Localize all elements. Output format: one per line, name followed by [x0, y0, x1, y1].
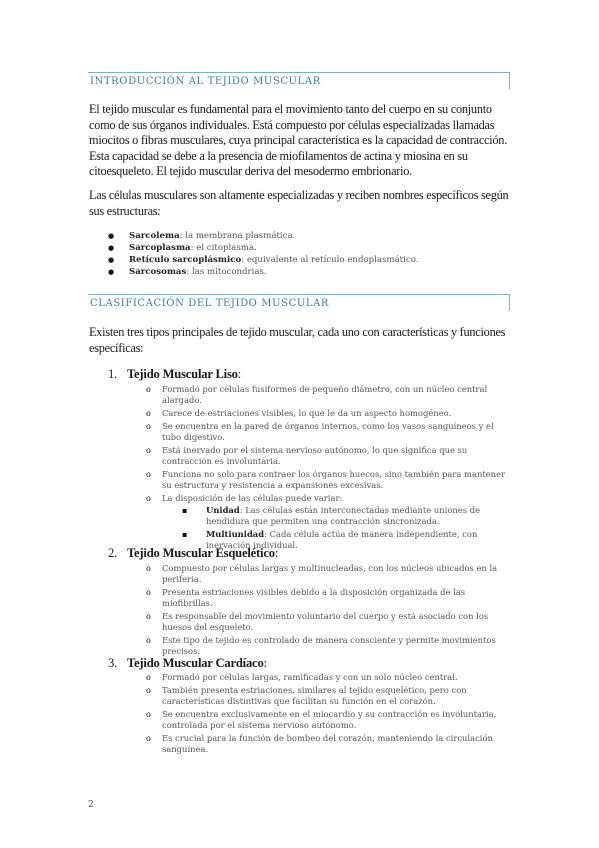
list-item: o Se encuentra en la pared de órganos internos, como los vasos sanguíneos y el tubo digestivo.: [146, 421, 506, 443]
list-item: ● Sarcosomas: las mitocondrias.: [108, 266, 528, 278]
list-item: o También presenta estriaciones, similares al tejido esquelético, pero con características distintivas que facilitan su función en el corazón.: [146, 685, 506, 707]
list-item: o La disposición de las células puede variar: ▪ Unidad: Las células están interconectadas mediante uniones de hendidura que permiten una contracción sincronizada. ▪ Multiunidad: Cada célula actúa de manera independiente, con inervación individual.: [146, 493, 506, 551]
list-item: ▪ Unidad: Las células están interconectadas mediante uniones de hendidura que permiten una contracción sincronizada.: [162, 505, 506, 527]
list-item: ▪ Multiunidad: Cada célula actúa de manera independiente, con inervación individual.: [162, 529, 506, 551]
cells-paragraph: Las células musculares son altamente especializadas y reciben nombres específicos según sus estructuras:: [89, 188, 509, 218]
classification-paragraph: Existen tres tipos principales de tejido muscular, cada uno con características y funciones específicas:: [89, 325, 506, 355]
liso-characteristics: [146, 384, 506, 553]
list-item: o Presenta estriaciones visibles debido a la disposición organizada de las miofibrillas.: [146, 587, 506, 609]
esqueletico-characteristics: [146, 563, 506, 659]
list-item: o Es responsable del movimiento voluntario del cuerpo y está asociado con los huesos del esqueleto.: [146, 611, 506, 633]
list-item: o Carece de estriaciones visibles, lo que le da un aspecto homogéneo.: [146, 408, 506, 419]
list-item: ● Sarcoplasma: el citoplasma.: [108, 242, 528, 254]
list-item: o Es crucial para la función de bombeo del corazón, manteniendo la circulación sanguínea.: [146, 733, 506, 755]
cell-terms-list: [108, 230, 528, 278]
type-heading-cardiaco: 3. Tejido Muscular Cardíaco:: [108, 656, 267, 670]
list-item: ● Sarcolema: la membrana plasmática.: [108, 230, 528, 242]
list-item: ● Retículo sarcoplásmico: equivalente al retículo endoplasmático.: [108, 254, 528, 266]
type-heading-liso: 1. Tejido Muscular Liso:: [108, 367, 242, 381]
section-heading-clasificacion: CLASIFICACIÓN DEL TEJIDO MUSCULAR: [88, 294, 510, 311]
list-item: o Este tipo de tejido es controlado de manera consciente y permite movimientos precisos.: [146, 635, 506, 657]
list-item: o Se encuentra exclusivamente en el miocardio y su contracción es involuntaria, controlada por el sistema nervioso autónomo.: [146, 709, 506, 731]
page-number: 2: [88, 800, 94, 810]
list-item: o Formado por células largas, ramificadas y con un solo núcleo central.: [146, 672, 506, 683]
list-item: o Formado por células fusiformes de pequeño diámetro, con un núcleo central alargado.: [146, 384, 506, 406]
type-heading-esqueletico: 2. Tejido Muscular Esquelético:: [108, 546, 279, 560]
cardiaco-characteristics: [146, 672, 506, 757]
list-item: o Está inervado por el sistema nervioso autónomo, lo que significa que su contracción es involuntaria.: [146, 445, 506, 467]
list-item: o Compuesto por células largas y multinucleadas, con los núcleos ubicados en la periferia.: [146, 563, 506, 585]
section-heading-introduccion: INTRODUCCIÓN AL TEJIDO MUSCULAR: [88, 72, 510, 89]
intro-paragraph: El tejido muscular es fundamental para el movimiento tanto del cuerpo en su conjunto como de sus órganos individuales. Está compuesto por células especializadas llamadas miocitos o fibras musculares, cuya principal característica es la capacidad de contracción. Esta capacidad se debe a la presencia de miofilamentos de actina y miosina en su citoesqueleto. El tejido muscular deriva del mesodermo embrionario.: [89, 102, 508, 179]
list-item: o Funciona no solo para contraer los órganos huecos, sino también para mantener su estructura y resistencia a expansiones excesivas.: [146, 469, 506, 491]
